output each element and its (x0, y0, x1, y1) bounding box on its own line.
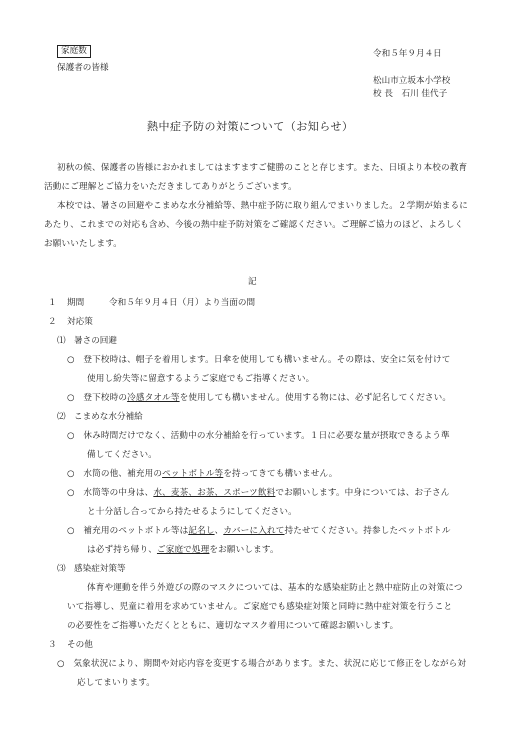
sub-2-number: ⑵ (57, 412, 66, 422)
list-item: ○ 水筒等の中身は、水、麦茶、お茶、スポーツ飲料でお願いします。中身については、お子さん (67, 488, 450, 498)
addressee: 保護者の皆様 (57, 63, 109, 73)
sub-1-number: ⑴ (57, 336, 66, 346)
distribution-label: 家庭数 (57, 45, 91, 58)
intro-line: お願いいたします。 (44, 239, 123, 249)
school-name: 松山市立坂本小学校 (373, 76, 451, 86)
list-item: 使用し紛失等に留意するようご家庭でもご指導ください。 (87, 374, 315, 384)
principal-name: 校 長 石川 佳代子 (373, 89, 448, 99)
section-2-number: ２ (48, 317, 57, 327)
section-3-number: ３ (48, 640, 57, 650)
sub-3-title: 感染症対策等 (74, 564, 126, 574)
section-1-label: 期間 (67, 298, 85, 308)
sub-3-number: ⑶ (57, 564, 66, 574)
intro-line: 初秋の候、保護者の皆様におかれましてはますますご健勝のことと存じます。また、日頃より本校の教育 (57, 163, 468, 173)
sub-2-title: こまめな水分補給 (74, 412, 143, 422)
section-2-label: 対応策 (67, 317, 93, 327)
paragraph-line: 体育や運動を伴う外遊びの際のマスクについては、基本的な感染症防止と熱中症防止の対策につ (87, 583, 463, 593)
list-item: ○ 水筒の他、補充用のペットボトル等を持ってきても構いません。 (67, 469, 338, 479)
paragraph-line: の必要性をご指導いただくとともに、適切なマスク着用について確認お願いします。 (67, 621, 399, 631)
list-item: ○ 登下校時は、帽子を着用します。日傘を使用しても構いません。その際は、安全に気を付けて (67, 355, 451, 365)
paragraph-line: いて指導し、児童に着用を求めていません。ご家庭でも感染症対策と同時に熱中症対策を行うこと (67, 602, 453, 612)
section-3-label: その他 (67, 640, 93, 650)
list-item: は必ず持ち帰り、ご家庭で処理をお願いします。 (87, 545, 279, 555)
list-item: ○ 登下校時の冷感タオル等を使用しても構いません。使用する物には、必ず記名してください。 (67, 393, 452, 403)
sub-1-title: 暑さの回避 (74, 336, 117, 346)
list-item: ○ 気象状況により、期間や対応内容を変更する場合があります。また、状況に応じて修正をしながら対 (57, 659, 467, 669)
issue-date: 令和５年９月４日 (373, 49, 442, 59)
list-item: ○ 休み時間だけでなく、活動中の水分補給を行っています。１日に必要な量が摂取できるよう準 (67, 431, 450, 441)
list-item: 備してください。 (87, 450, 157, 460)
page-title: 熱中症予防の対策について（お知らせ） (147, 120, 354, 133)
list-item: 応してまいります。 (77, 678, 156, 688)
intro-line: 活動にご理解とご協力をいただきましてありがとうございます。 (44, 182, 297, 192)
section-1-number: １ (48, 298, 57, 308)
list-item: ○ 補充用のペットボトル等は記名し、カバーに入れて持たせてください。持参したペットボトル (67, 526, 451, 536)
section-1-text: 令和５年９月４日（月）より当面の間 (109, 298, 256, 308)
intro-line: あたり、これまでの対応も含め、今後の熱中症予防対策をご確認ください。ご理解ご協力のほど、よろしく (44, 220, 464, 230)
ki-heading: 記 (248, 277, 257, 287)
list-item: と十分話し合ってから持たせるようにしてください。 (87, 507, 297, 517)
intro-line: 本校では、暑さの回避やこまめな水分補給等、熱中症予防に取り組んでまいりました。２学期が始まるに (57, 201, 468, 211)
